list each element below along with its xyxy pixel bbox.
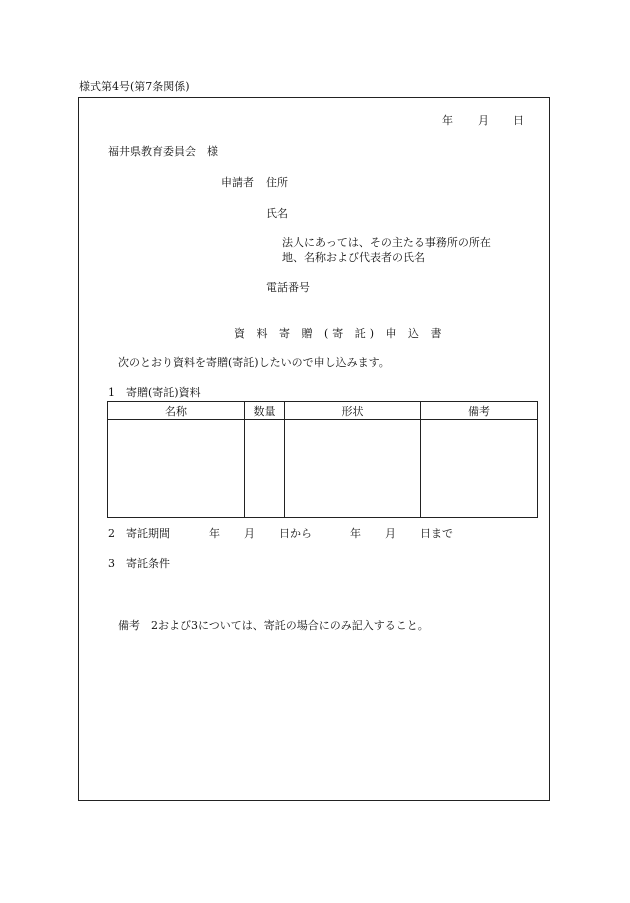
table-cell[interactable] — [245, 420, 285, 518]
table-cell[interactable] — [108, 420, 245, 518]
intro-text: 次のとおり資料を寄贈(寄託)したいので申し込みます。 — [118, 356, 390, 369]
table-cell[interactable] — [421, 420, 538, 518]
date-year: 年 — [442, 114, 453, 127]
period-from-month: 月 — [244, 527, 255, 540]
document-title: 資 料 寄 贈 (寄 託) 申 込 書 — [234, 327, 446, 340]
period-to-day: 日まで — [420, 527, 453, 540]
period-to-month: 月 — [385, 527, 396, 540]
period-from-day: 日から — [279, 527, 312, 540]
column-header: 備考 — [421, 402, 538, 420]
section3-heading: 3 寄託条件 — [108, 557, 170, 570]
period-from-year: 年 — [209, 527, 220, 540]
applicant-label: 申請者 — [221, 176, 254, 189]
corporation-note-line1: 法人にあっては、その主たる事務所の所在 — [282, 236, 491, 249]
addressee: 福井県教育委員会 様 — [108, 145, 218, 158]
address-label: 住所 — [266, 176, 288, 189]
column-header: 名称 — [108, 402, 245, 420]
date-month: 月 — [478, 114, 489, 127]
remarks: 備考 2および3については、寄託の場合にのみ記入すること。 — [118, 619, 429, 632]
date-day: 日 — [513, 114, 524, 127]
section1-heading: 1 寄贈(寄託)資料 — [108, 386, 201, 399]
column-header: 数量 — [245, 402, 285, 420]
corporation-note-line2: 地、名称および代表者の氏名 — [282, 251, 425, 264]
section2-heading: 2 寄託期間 — [108, 527, 170, 540]
materials-table — [107, 401, 538, 518]
name-label: 氏名 — [266, 207, 288, 220]
form-number: 様式第4号(第7条関係) — [79, 80, 190, 93]
period-to-year: 年 — [350, 527, 361, 540]
table-header-row — [108, 402, 538, 420]
column-header: 形状 — [285, 402, 421, 420]
table-row — [108, 420, 538, 518]
phone-label: 電話番号 — [266, 281, 310, 294]
table-cell[interactable] — [285, 420, 421, 518]
